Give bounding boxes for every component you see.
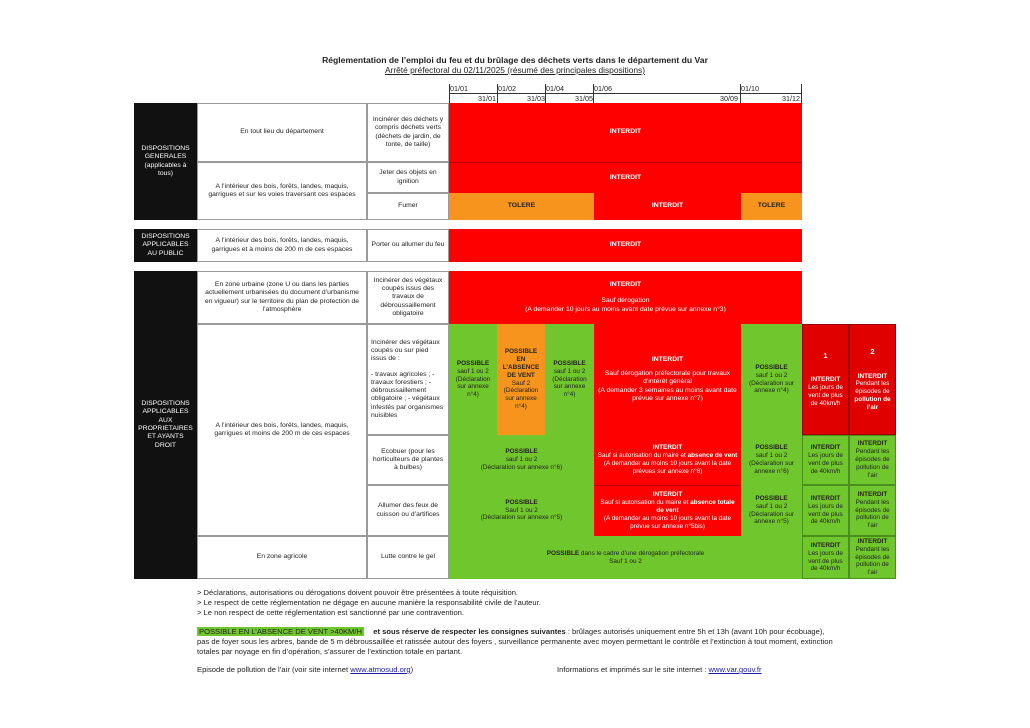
status-cooking-summer: INTERDIT Sauf si autorisation du maire et absence totale de vent (A demander au moins 10 jours avant la date prévue sur annexe n°5bis) [594, 485, 741, 536]
zone-woods-public: A l’intérieur des bois, forêts, landes, maquis, garrigues et à moins de 200 m de ces espaces [197, 229, 367, 262]
date-start-jun: 01/06 [594, 84, 612, 93]
column-2-ecobuer: INTERDIT Pendant les épisodes de pollution de l’air [849, 435, 896, 485]
var-info: Informations et imprimés sur le site internet : www.var.gouv.fr [557, 665, 762, 674]
date-start-oct: 01/10 [741, 84, 759, 93]
status-summer-interdit: INTERDIT Sauf dérogation préfectorale pour travaux d’intérêt général (A demander 3 semaines au moins avant date prévue sur annexe n°7) [594, 324, 741, 435]
list-item: - végétaux infestés par organismes nuisibles [371, 395, 444, 419]
page-subtitle: Arrêté préfectoral du 02/11/2025 (résumé des principales dispositions) [384, 65, 646, 75]
section-public: DISPOSITIONS APPLICABLES AU PUBLIC [134, 229, 197, 262]
status-possible-absence-vent: POSSIBLE EN L’ABSENCE DE VENT Sauf 2 (Déclaration sur annexe n°4) [497, 324, 545, 435]
status-ecobuer-oct: POSSIBLE sauf 1 ou 2 (Déclaration sur annexe n°6) [741, 435, 802, 485]
activity-incinerate-cut [367, 324, 449, 435]
legend-line: pas de foyer sous les arbres, bande de 5 m débroussaillée et ratissée autour des foyers , surveillance permanente avec moyen permettant le contrôle et l’extinction à tout moment, extinction [197, 637, 833, 646]
var-gouv-link[interactable]: www.var.gouv.fr [708, 665, 762, 674]
section-general: DISPOSITIONS GENERALES (applicables à tous) [134, 103, 197, 220]
status-possible-oct: POSSIBLE sauf 1 ou 2 (Déclaration sur annexe n°4) [741, 324, 802, 435]
status-frost-possible: POSSIBLE dans le cadre d’une dérogation préfectorale Sauf 1 ou 2 [449, 536, 802, 579]
incinerate-cut-intro: Incinérer des végétaux coupés ou sur pied issus de : [371, 338, 440, 363]
list-item: - travaux agricoles ; [371, 370, 431, 378]
column-1-wind: 1 INTERDIT Les jours de vent de plus de 40km/h [802, 324, 849, 435]
date-end-jan: 31/01 [478, 94, 496, 103]
zone-woods-owners: A l’intérieur des bois, forêts, landes, maquis, garrigues et moins de 200 m de ces espaces [197, 324, 367, 536]
date-end-sep: 30/09 [720, 94, 738, 103]
status-interdit: INTERDIT [449, 103, 802, 162]
page-title: Réglementation de l’emploi du feu et du brûlage des déchets verts dans le département du Var [322, 55, 708, 65]
status-possible-apr: POSSIBLE sauf 1 ou 2 (Déclaration sur annexe n°4) [545, 324, 594, 435]
legend-bold: et sous réserve de respecter les consignes suivantes [373, 627, 566, 636]
list-item: - débroussaillement obligatoire ; [371, 378, 432, 403]
footer-note: > Déclarations, autorisations ou dérogations doivent pouvoir être présentées à toute réquisition. [197, 588, 519, 597]
urban-derogation: Sauf dérogation [601, 297, 650, 305]
legend-green-label: POSSIBLE EN L’ABSENCE DE VENT >40KM/H [199, 627, 362, 636]
status-tolere: TOLERE [449, 193, 594, 220]
status-interdit: INTERDIT [594, 193, 741, 220]
date-start-apr: 01/04 [546, 84, 564, 93]
footer-note: > Le non respect de cette réglementation est sanctionné par une contravention. [197, 608, 465, 617]
legend-rest: : brûlages autorisés uniquement entre 5h et 13h (avant 10h pour écobuage), [565, 627, 825, 636]
zone-everywhere: En tout lieu du département [197, 103, 367, 162]
activity-smoke: Fumer [367, 193, 449, 220]
date-start-feb: 01/02 [498, 84, 516, 93]
status-possible-jan: POSSIBLE sauf 1 ou 2 (Déclaration sur annexe n°4) [449, 324, 497, 435]
activity-throw-objects: Jeter des objets en ignition [367, 162, 449, 193]
zone-woods-general: A l’intérieur des bois, forêts, landes, maquis, garrigues et sur les voies traversant ces espaces [197, 162, 367, 220]
date-end-dec: 31/12 [782, 94, 800, 103]
section-owners: DISPOSITIONS APPLICABLES AUX PROPRIETAIRES ET AYANTS DROIT [134, 271, 197, 579]
legend-line [197, 627, 825, 636]
date-start-jan: 01/01 [450, 84, 468, 93]
legend-line: totales par noyage en fin d’opération, s’assurer de l’extinction totale en partant. [197, 647, 463, 656]
pollution-info: Episode de pollution de l’air (voir site internet www.atmosud.org) [197, 665, 414, 674]
activity-incinerate-debroussaillement: Incinérer des végétaux coupés issus des travaux de débroussaillement obligatoire [367, 271, 449, 324]
column-1-cooking: INTERDIT Les jours de vent de plus de 40km/h [802, 485, 849, 536]
list-item: - travaux forestiers ; [371, 370, 435, 386]
status-interdit: INTERDIT [449, 229, 802, 262]
zone-urban: En zone urbaine (zone U ou dans les parties actuellement urbanisées du document d’urbanisme en vigueur) sur le territoire du plan de protection de l’atmosphère [197, 271, 367, 324]
zone-agri: En zone agricole [197, 536, 367, 579]
activity-ecobuer: Ecobuer (pour les horticulteurs de plantes à bulbes) [367, 435, 449, 485]
atmosud-link[interactable]: www.atmosud.org [350, 665, 411, 674]
activity-carry-fire: Porter ou allumer du feu [367, 229, 449, 262]
column-2-frost: INTERDIT Pendant les épisodes de pollution de l’air [849, 536, 896, 579]
column-2-cooking: INTERDIT Pendant les épisodes de pollution de l’air [849, 485, 896, 536]
status-tolere: TOLERE [741, 193, 802, 220]
status-ecobuer-possible: POSSIBLE sauf 1 ou 2 (Déclaration sur annexe n°6) [449, 435, 594, 485]
column-1-ecobuer: INTERDIT Les jours de vent de plus de 40km/h [802, 435, 849, 485]
activity-incinerate-green: Incinérer des déchets y compris déchets verts (déchets de jardin, de tonte, de taille) [367, 103, 449, 162]
status-interdit: INTERDIT [609, 281, 642, 289]
status-interdit: INTERDIT [449, 162, 802, 193]
urban-derogation-detail: (A demander 10 jours au moins avant date prévue sur annexe n°3) [525, 305, 726, 313]
status-urban-interdit [449, 271, 802, 324]
status-cooking-oct: POSSIBLE sauf 1 ou 2 (Déclaration sur annexe n°5) [741, 485, 802, 536]
activity-frost: Lutte contre le gel [367, 536, 449, 579]
date-end-mar: 31/03 [527, 94, 545, 103]
column-1-number: 1 [823, 351, 828, 361]
status-cooking-possible: POSSIBLE Sauf 1 ou 2 (Déclaration sur annexe n°5) [449, 485, 594, 536]
date-end-may: 31/05 [575, 94, 593, 103]
column-2-pollution: 2 INTERDIT Pendant les épisodes de pollution de l’air [849, 324, 896, 435]
status-ecobuer-summer: INTERDIT Sauf si autorisation du maire et absence de vent (A demander au moins 10 jours avant la date prévues sur annexe n°6) [594, 435, 741, 485]
column-2-number: 2 [870, 347, 875, 357]
activity-cooking-fires: Allumer des feux de cuisson ou d’artifices [367, 485, 449, 536]
column-1-frost: INTERDIT Les jours de vent de plus de 40km/h [802, 536, 849, 579]
footer-note: > Le respect de cette réglementation ne dégage en aucune manière la responsabilité civile de l’auteur. [197, 598, 541, 607]
